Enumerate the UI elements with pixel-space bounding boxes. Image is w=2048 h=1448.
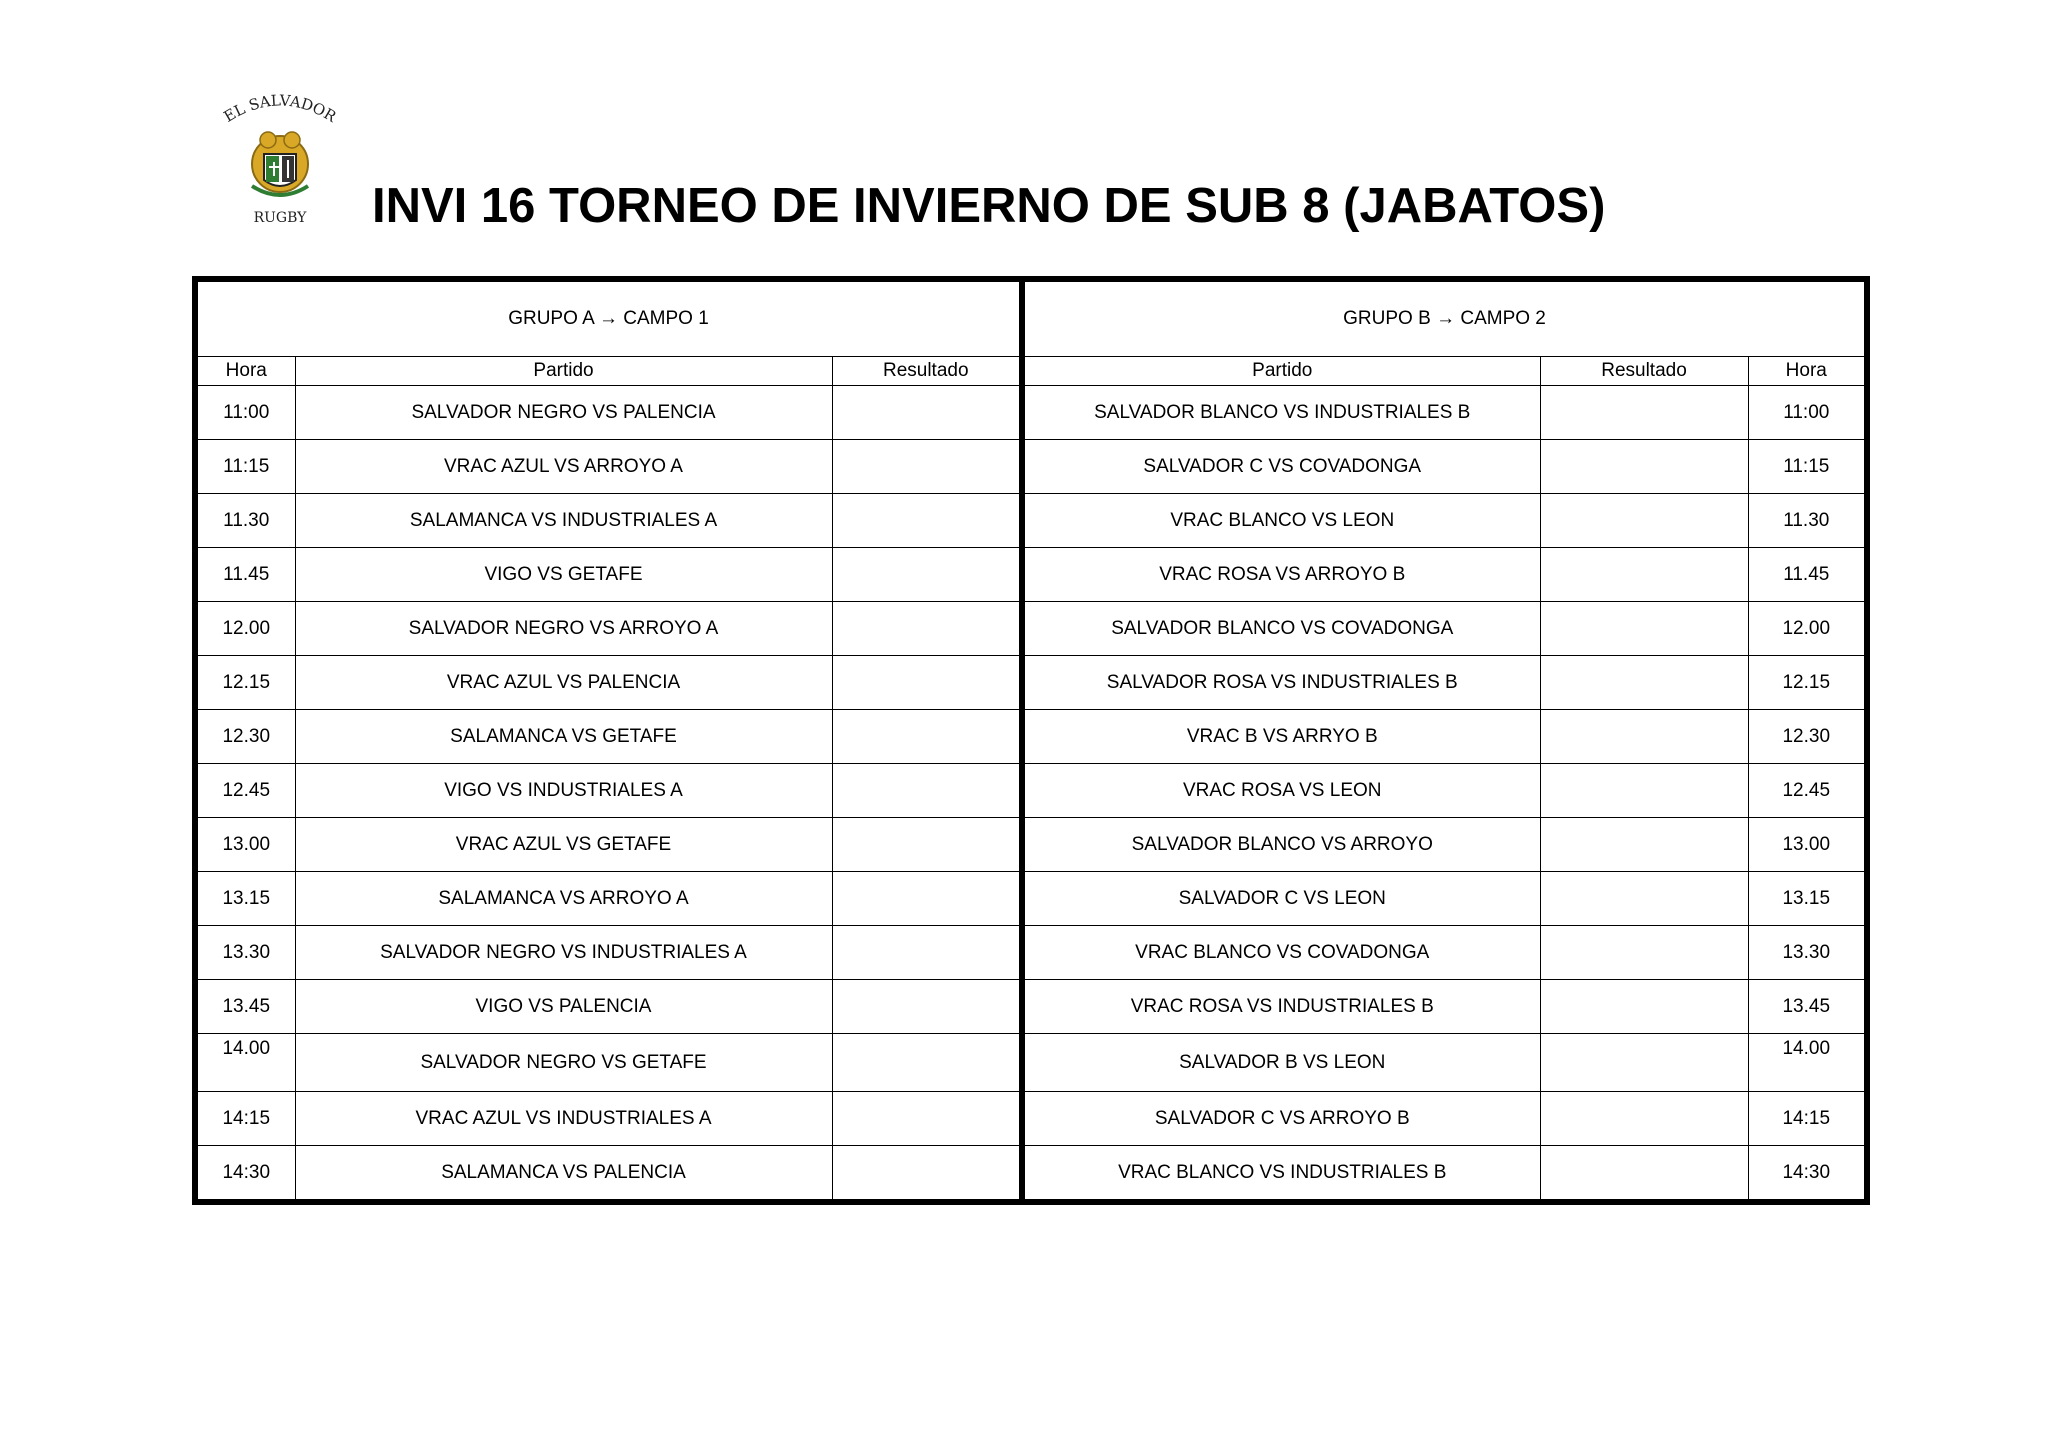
hora-a-cell: 13.45 [195, 980, 295, 1034]
table-row [195, 386, 1867, 440]
match-a-cell: VRAC AZUL VS PALENCIA [295, 656, 832, 710]
group-b-field: CAMPO 2 [1460, 308, 1546, 329]
match-a-cell: SALVADOR NEGRO VS GETAFE [295, 1034, 832, 1092]
match-a-cell: VRAC AZUL VS GETAFE [295, 818, 832, 872]
hora-a-cell: 12.00 [195, 602, 295, 656]
result-b-cell [1540, 872, 1748, 926]
table-row [195, 494, 1867, 548]
match-a-cell: SALAMANCA VS PALENCIA [295, 1146, 832, 1203]
hora-a-cell: 13.15 [195, 872, 295, 926]
result-a-cell [832, 980, 1022, 1034]
result-b-cell [1540, 656, 1748, 710]
match-b-cell: SALVADOR BLANCO VS ARROYO [1022, 818, 1540, 872]
hora-b-cell: 14.00 [1748, 1034, 1867, 1092]
hora-b-cell: 11:00 [1748, 386, 1867, 440]
result-b-cell [1540, 764, 1748, 818]
match-b-cell: VRAC ROSA VS LEON [1022, 764, 1540, 818]
result-a-cell [832, 764, 1022, 818]
result-b-cell [1540, 494, 1748, 548]
col-partido-b: Partido [1022, 357, 1540, 386]
match-a-cell: SALVADOR NEGRO VS INDUSTRIALES A [295, 926, 832, 980]
table-row [195, 1146, 1867, 1203]
match-b-cell: SALVADOR C VS LEON [1022, 872, 1540, 926]
club-logo [210, 88, 350, 228]
hora-b-cell: 13.00 [1748, 818, 1867, 872]
result-a-cell [832, 494, 1022, 548]
hora-b-cell: 14:30 [1748, 1146, 1867, 1203]
table-row [195, 1092, 1867, 1146]
match-a-cell: VRAC AZUL VS ARROYO A [295, 440, 832, 494]
hora-a-cell: 11:15 [195, 440, 295, 494]
match-a-cell: VRAC AZUL VS INDUSTRIALES A [295, 1092, 832, 1146]
col-hora-b: Hora [1748, 357, 1867, 386]
hora-b-cell: 12.00 [1748, 602, 1867, 656]
group-a-field: CAMPO 1 [623, 308, 709, 329]
group-b-header [1022, 279, 1867, 357]
hora-a-cell: 11.45 [195, 548, 295, 602]
group-b-label: GRUPO B [1343, 308, 1431, 329]
result-b-cell [1540, 980, 1748, 1034]
result-b-cell [1540, 1092, 1748, 1146]
table-row [195, 926, 1867, 980]
result-a-cell [832, 602, 1022, 656]
result-b-cell [1540, 926, 1748, 980]
hora-b-cell: 11.45 [1748, 548, 1867, 602]
match-a-cell: VIGO VS PALENCIA [295, 980, 832, 1034]
match-b-cell: VRAC ROSA VS ARROYO B [1022, 548, 1540, 602]
match-b-cell: VRAC BLANCO VS COVADONGA [1022, 926, 1540, 980]
arrow-right-icon: → [1436, 308, 1456, 329]
table-row [195, 656, 1867, 710]
hora-b-cell: 11:15 [1748, 440, 1867, 494]
match-a-cell: SALVADOR NEGRO VS PALENCIA [295, 386, 832, 440]
table-row [195, 440, 1867, 494]
match-a-cell: SALVADOR NEGRO VS ARROYO A [295, 602, 832, 656]
match-b-cell: SALVADOR C VS COVADONGA [1022, 440, 1540, 494]
schedule-table [192, 276, 1870, 1205]
group-a-header [195, 279, 1022, 357]
match-a-cell: VIGO VS INDUSTRIALES A [295, 764, 832, 818]
hora-a-cell: 14:15 [195, 1092, 295, 1146]
result-a-cell [832, 386, 1022, 440]
col-hora-a: Hora [195, 357, 295, 386]
match-b-cell: VRAC B VS ARRYO B [1022, 710, 1540, 764]
result-a-cell [832, 872, 1022, 926]
result-a-cell [832, 926, 1022, 980]
match-b-cell: SALVADOR ROSA VS INDUSTRIALES B [1022, 656, 1540, 710]
match-b-cell: SALVADOR B VS LEON [1022, 1034, 1540, 1092]
result-b-cell [1540, 710, 1748, 764]
result-a-cell [832, 656, 1022, 710]
result-a-cell [832, 1034, 1022, 1092]
result-a-cell [832, 818, 1022, 872]
table-row [195, 764, 1867, 818]
arrow-right-icon: → [599, 308, 618, 329]
table-row [195, 872, 1867, 926]
result-a-cell [832, 440, 1022, 494]
result-a-cell [832, 1092, 1022, 1146]
match-b-cell: SALVADOR BLANCO VS INDUSTRIALES B [1022, 386, 1540, 440]
match-a-cell: SALAMANCA VS INDUSTRIALES A [295, 494, 832, 548]
match-a-cell: SALAMANCA VS GETAFE [295, 710, 832, 764]
table-row [195, 980, 1867, 1034]
hora-a-cell: 12.30 [195, 710, 295, 764]
table-row [195, 1034, 1867, 1092]
el-salvador-rugby-crest-icon [210, 88, 350, 228]
hora-b-cell: 13.45 [1748, 980, 1867, 1034]
match-b-cell: VRAC BLANCO VS INDUSTRIALES B [1022, 1146, 1540, 1203]
hora-b-cell: 14:15 [1748, 1092, 1867, 1146]
match-b-cell: SALVADOR C VS ARROYO B [1022, 1092, 1540, 1146]
result-a-cell [832, 548, 1022, 602]
match-b-cell: SALVADOR BLANCO VS COVADONGA [1022, 602, 1540, 656]
hora-a-cell: 14:30 [195, 1146, 295, 1203]
hora-a-cell: 12.15 [195, 656, 295, 710]
logo-text-top: EL SALVADOR [220, 91, 340, 126]
table-row [195, 710, 1867, 764]
hora-b-cell: 13.15 [1748, 872, 1867, 926]
match-a-cell: SALAMANCA VS ARROYO A [295, 872, 832, 926]
col-resultado-b: Resultado [1540, 357, 1748, 386]
hora-b-cell: 12.30 [1748, 710, 1867, 764]
hora-b-cell: 12.15 [1748, 656, 1867, 710]
col-resultado-a: Resultado [832, 357, 1022, 386]
match-b-cell: VRAC ROSA VS INDUSTRIALES B [1022, 980, 1540, 1034]
logo-text-bottom: RUGBY [253, 210, 307, 226]
hora-b-cell: 11.30 [1748, 494, 1867, 548]
result-b-cell [1540, 1146, 1748, 1203]
match-b-cell: VRAC BLANCO VS LEON [1022, 494, 1540, 548]
hora-a-cell: 13.00 [195, 818, 295, 872]
table-row [195, 818, 1867, 872]
result-b-cell [1540, 602, 1748, 656]
table-row [195, 602, 1867, 656]
result-a-cell [832, 1146, 1022, 1203]
result-b-cell [1540, 548, 1748, 602]
result-a-cell [832, 710, 1022, 764]
result-b-cell [1540, 440, 1748, 494]
table-row [195, 548, 1867, 602]
hora-b-cell: 12.45 [1748, 764, 1867, 818]
hora-b-cell: 13.30 [1748, 926, 1867, 980]
hora-a-cell: 13.30 [195, 926, 295, 980]
hora-a-cell: 12.45 [195, 764, 295, 818]
page-title: INVI 16 TORNEO DE INVIERNO DE SUB 8 (JABATOS) [372, 179, 1606, 233]
hora-a-cell: 14.00 [195, 1034, 295, 1092]
group-a-label: GRUPO A [508, 308, 594, 329]
hora-a-cell: 11.30 [195, 494, 295, 548]
result-b-cell [1540, 818, 1748, 872]
result-b-cell [1540, 1034, 1748, 1092]
match-a-cell: VIGO VS GETAFE [295, 548, 832, 602]
col-partido-a: Partido [295, 357, 832, 386]
result-b-cell [1540, 386, 1748, 440]
hora-a-cell: 11:00 [195, 386, 295, 440]
